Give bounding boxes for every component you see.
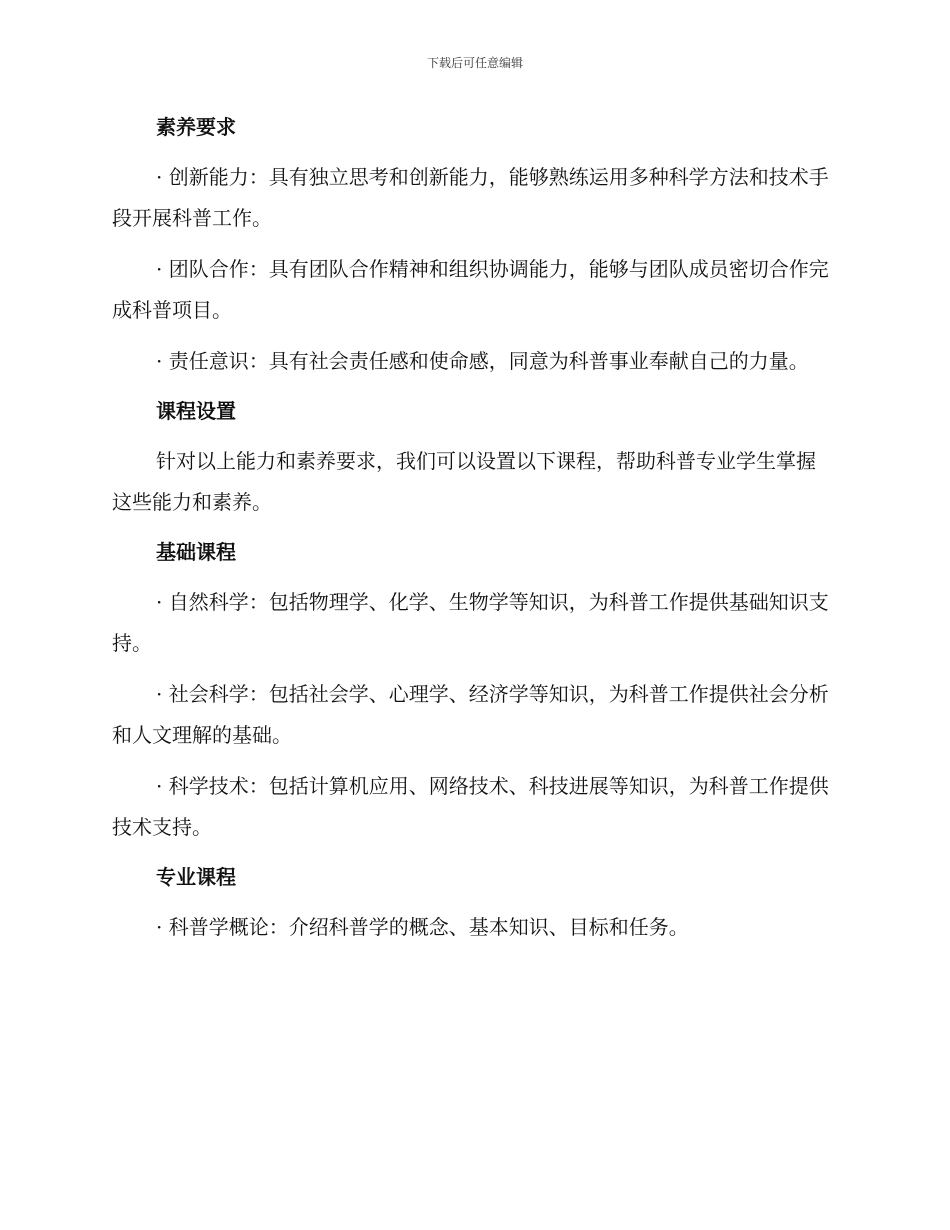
paragraph-social-science: · 社会科学：包括社会学、心理学、经济学等知识，为科普工作提供社会分析和人文理解的基础。: [112, 682, 829, 747]
paragraph-natural-science: · 自然科学：包括物理学、化学、生物学等知识，为科普工作提供基础知识支持。: [112, 590, 829, 655]
page-header: 下载后可任意编辑: [426, 56, 523, 70]
document-body: [112, 108, 832, 958]
section-heading-literacy-requirements: 素养要求: [156, 115, 236, 139]
paragraph-science-technology: · 科学技术：包括计算机应用、网络技术、科技进展等知识，为科普工作提供技术支持。: [112, 774, 829, 839]
paragraph-innovation-ability: · 创新能力：具有独立思考和创新能力，能够熟练运用多种科学方法和技术手段开展科普工作。: [112, 165, 829, 230]
paragraph-responsibility: · 责任意识：具有社会责任感和使命感，同意为科普事业奉献自己的力量。: [156, 349, 809, 373]
section-heading-course-setup: 课程设置: [156, 399, 236, 423]
paragraph-course-intro: 针对以上能力和素养要求，我们可以设置以下课程，帮助科普专业学生掌握这些能力和素养。: [112, 449, 816, 514]
section-heading-professional-courses: 专业课程: [156, 865, 236, 889]
paragraph-teamwork: · 团队合作：具有团队合作精神和组织协调能力，能够与团队成员密切合作完成科普项目。: [112, 257, 829, 322]
paragraph-popular-science-intro: · 科普学概论：介绍科普学的概念、基本知识、目标和任务。: [156, 915, 689, 939]
section-heading-basic-courses: 基础课程: [156, 540, 236, 564]
